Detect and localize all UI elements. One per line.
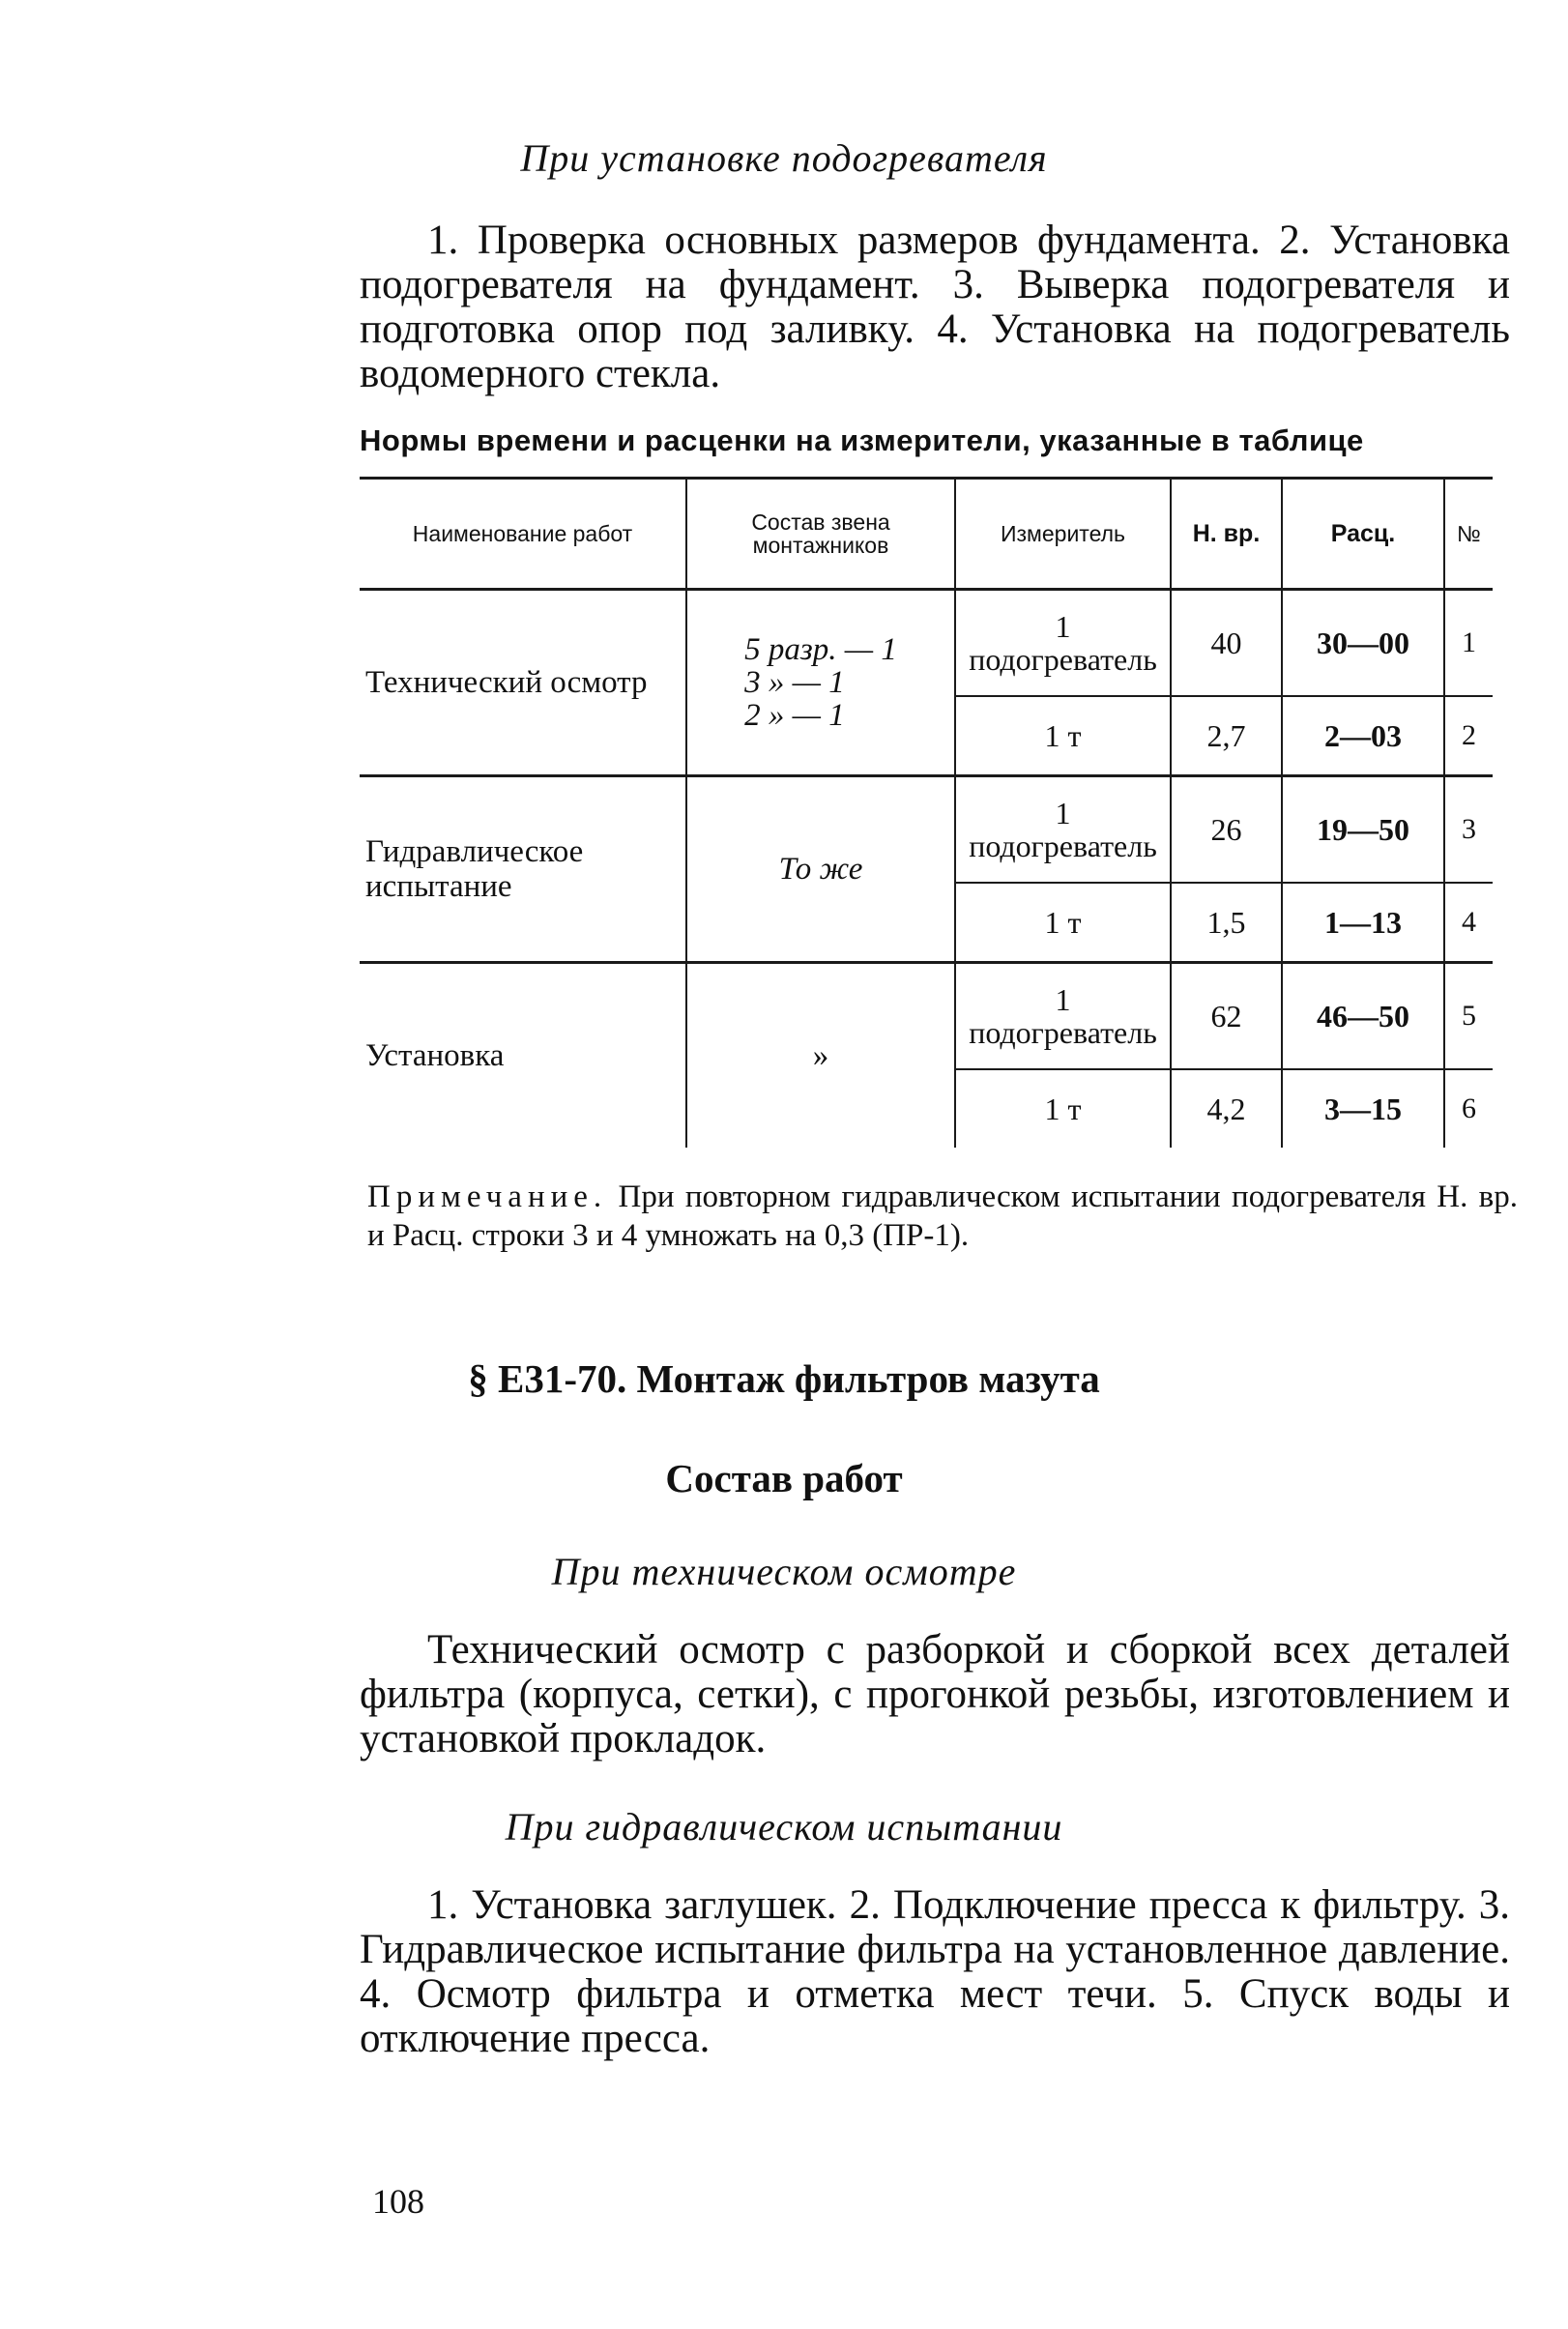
time-norm-cell: 40 [1171, 590, 1282, 697]
measure-cell: 1 т [955, 1069, 1171, 1148]
table-row [360, 776, 1493, 884]
measure-cell: 1 подогреватель [955, 590, 1171, 697]
measure-cell: 1 т [955, 883, 1171, 963]
heater-installation-text [360, 218, 1510, 396]
technical-inspection-paragraph: Технический осмотр с разборкой и сборкой всех деталей фильтра (корпуса, сетки), с прогонкой резьбы, изготовлением и установкой прокладок. [360, 1627, 1510, 1761]
row-number-cell: 5 [1444, 963, 1493, 1070]
row-number-cell: 3 [1444, 776, 1493, 884]
hydraulic-test-paragraph: 1. Установка заглушек. 2. Подключение пресса к фильтру. 3. Гидравлическое испытание фильтра на установленное давление. 4. Осмотр фильтра и отметка мест течи. 5. Спуск воды и отключение пресса. [360, 1882, 1510, 2061]
section-title: § Е31-70. Монтаж фильтров мазута [468, 1356, 1100, 1401]
row-number-cell: 1 [1444, 590, 1493, 697]
time-norm-cell: 26 [1171, 776, 1282, 884]
crew-cell: » [686, 963, 955, 1149]
table-note [367, 1178, 1518, 1255]
row-number-cell: 6 [1444, 1069, 1493, 1148]
header-number: № [1444, 479, 1493, 590]
crew-cell: То же [686, 776, 955, 963]
hydraulic-test-text [360, 1883, 1510, 2061]
table-row [360, 963, 1493, 1070]
crew-line: 3 » — 1 [744, 665, 845, 700]
header-crew: Состав звена монтажников [686, 479, 955, 590]
work-name-cell [360, 963, 686, 1149]
measure-cell: 1 подогреватель [955, 776, 1171, 884]
table-header-row [360, 479, 1493, 590]
subsection-title: Состав работ [665, 1456, 903, 1500]
work-name: Установка [365, 1038, 505, 1073]
work-name: Гидравлическое испытание [365, 834, 584, 904]
rate-cell: 19—50 [1282, 776, 1444, 884]
time-norm-cell: 62 [1171, 963, 1282, 1070]
row-number-cell: 2 [1444, 696, 1493, 776]
header-measure: Измеритель [955, 479, 1171, 590]
table-caption: Нормы времени и расценки на измерители, указанные в таблице [360, 423, 1364, 457]
row-number-cell: 4 [1444, 883, 1493, 963]
note-label: Примечание. [367, 1179, 608, 1214]
time-norm-cell: 4,2 [1171, 1069, 1282, 1148]
heading-heater-installation: При установке подогревателя [520, 136, 1048, 180]
rate-cell: 3—15 [1282, 1069, 1444, 1148]
measure-cell: 1 подогреватель [955, 963, 1171, 1070]
note-text: При повторном гидравлическом испытании подогревателя Н. вр. и Расц. строки 3 и 4 умножать на 0,3 (ПР-1). [367, 1179, 1519, 1253]
time-norm-cell: 2,7 [1171, 696, 1282, 776]
time-norm-cell: 1,5 [1171, 883, 1282, 963]
rate-cell: 2—03 [1282, 696, 1444, 776]
heading-technical-inspection: При техническом осмотре [551, 1550, 1017, 1593]
rate-cell: 1—13 [1282, 883, 1444, 963]
header-work-name: Наименование работ [360, 479, 686, 590]
work-name-cell [360, 590, 686, 776]
page-number: 108 [372, 2182, 424, 2221]
crew-line: 2 » — 1 [744, 698, 845, 733]
technical-inspection-text [360, 1628, 1510, 1761]
measure-cell: 1 т [955, 696, 1171, 776]
header-time-norm: Н. вр. [1171, 479, 1282, 590]
norms-table [360, 477, 1493, 1148]
rate-cell: 46—50 [1282, 963, 1444, 1070]
heading-hydraulic-test: При гидравлическом испытании [505, 1805, 1063, 1849]
table-row [360, 590, 1493, 697]
crew-line: 5 разр. — 1 [744, 632, 897, 667]
work-name-cell [360, 776, 686, 963]
crew-cell [686, 590, 955, 776]
heater-installation-paragraph: 1. Проверка основных размеров фундамента. 2. Установка подогревателя на фундамент. 3. Выверка подогревателя и подготовка опор под заливку. 4. Установка на подогреватель водомерного стекла. [360, 218, 1510, 396]
rate-cell: 30—00 [1282, 590, 1444, 697]
work-name: Технический осмотр [365, 665, 648, 700]
header-rate: Расц. [1282, 479, 1444, 590]
